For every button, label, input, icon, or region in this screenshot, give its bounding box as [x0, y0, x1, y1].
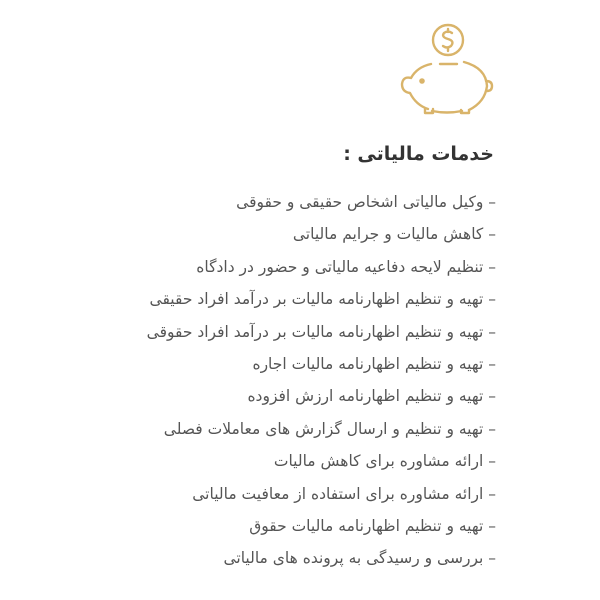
list-item: – تهیه و تنظیم اظهارنامه مالیات بر درآمد افراد حقوقی	[146, 322, 496, 341]
list-item: – ارائه مشاوره برای استفاده از معافیت مالیاتی	[192, 484, 496, 503]
section-title: خدمات مالیاتی :	[343, 143, 494, 165]
list-item: – تنظیم لایحه دفاعیه مالیاتی و حضور در دادگاه	[196, 257, 496, 276]
list-item: – تهیه و تنظیم و ارسال گزارش های معاملات فصلی	[163, 419, 496, 438]
tax-services-list	[147, 190, 496, 579]
list-item: – تهیه و تنظیم اظهارنامه ارزش افزوده	[247, 387, 496, 406]
piggy-bank-icon	[395, 18, 501, 116]
list-item: – تهیه و تنظیم اظهارنامه مالیات اجاره	[252, 354, 496, 373]
list-item: – تهیه و تنظیم اظهارنامه مالیات حقوق	[249, 516, 496, 535]
list-item: – وکیل مالیاتی اشخاص حقیقی و حقوقی	[236, 193, 496, 211]
list-item: – کاهش مالیات و جرایم مالیاتی	[292, 225, 496, 244]
list-item: – تهیه و تنظیم اظهارنامه مالیات بر درآمد افراد حقیقی	[149, 290, 496, 309]
list-item: – ارائه مشاوره برای کاهش مالیات	[273, 452, 496, 471]
list-item: – بررسی و رسیدگی به پرونده های مالیاتی	[223, 549, 496, 568]
